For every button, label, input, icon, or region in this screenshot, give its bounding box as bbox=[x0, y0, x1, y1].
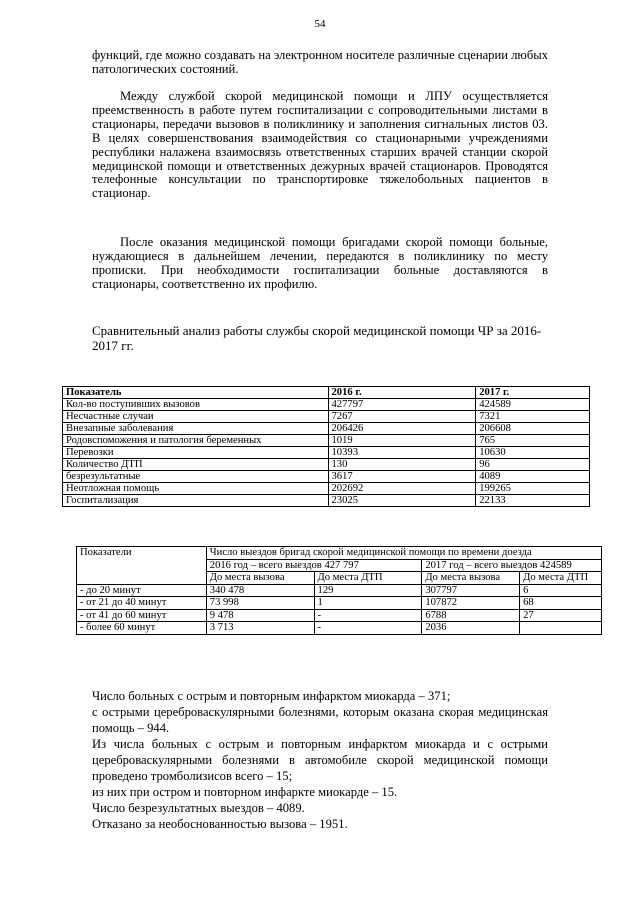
table-cell: Несчастные случаи bbox=[63, 411, 329, 423]
table-row bbox=[63, 447, 590, 459]
table-row bbox=[63, 435, 590, 447]
table-cell: безрезультатные bbox=[63, 471, 329, 483]
table-cell: 427797 bbox=[328, 399, 476, 411]
table-row bbox=[77, 609, 602, 622]
table-row bbox=[63, 471, 590, 483]
summary-line: Отказано за необоснованностью вызова – 1951. bbox=[92, 817, 348, 831]
paragraph-3: После оказания медицинской помощи бригадами скорой помощи больные, нуждающиеся в дальнейшем лечении, передаются в поликлинику по месту прописки. При необходимости госпитализации больные доставляются в стационары, соответственно их профилю. bbox=[92, 235, 548, 291]
table-cell: 22133 bbox=[476, 495, 590, 507]
table-cell: 3617 bbox=[328, 471, 476, 483]
table-cell: 130 bbox=[328, 459, 476, 471]
subheader-dtp-2016: До места ДТП bbox=[314, 572, 422, 585]
table-cell: 6788 bbox=[422, 609, 520, 622]
page-number: 54 bbox=[314, 18, 326, 30]
table-heading: Сравнительный анализ работы службы скорой медицинской помощи ЧР за 2016-2017 гг. bbox=[92, 323, 542, 353]
table-row bbox=[63, 399, 590, 411]
paragraph-2: Между службой скорой медицинской помощи и ЛПУ осуществляется преемственность в работе путем госпитализации с сопроводительными листами в стационары, передачи вызовов в поликлинику и заполнения сигнальных листов 03. В целях совершенствования взаимодействия со стационарными учреждениями республики налажена взаимосвязь ответственных старших врачей станции скорой медицинской помощи и ответственных дежурных врачей стационаров. Проводятся телефонные консультации по транспортировке тяжелобольных пациентов в стационар. bbox=[92, 89, 548, 201]
table-row bbox=[63, 483, 590, 495]
table-cell: 7267 bbox=[328, 411, 476, 423]
table-cell: 6 bbox=[520, 584, 602, 597]
table-cell: 424589 bbox=[476, 399, 590, 411]
table-cell: 199265 bbox=[476, 483, 590, 495]
table-cell: 3 713 bbox=[206, 622, 314, 635]
table-cell: 129 bbox=[314, 584, 422, 597]
table-row bbox=[63, 459, 590, 471]
table-cell bbox=[520, 622, 602, 635]
subheader-dtp-2017: До места ДТП bbox=[520, 572, 602, 585]
table-cell: 2036 bbox=[422, 622, 520, 635]
summary-line: с острыми цереброваскулярными болезнями, которым оказана скорая медицинская помощь – 944. bbox=[92, 705, 548, 735]
table-cell: Госпитализация bbox=[63, 495, 329, 507]
year-2016-header: 2016 год – всего выездов 427 797 bbox=[206, 559, 422, 572]
header-indicator: Показатель bbox=[63, 387, 329, 399]
table-cell: 4089 bbox=[476, 471, 590, 483]
table-row bbox=[63, 495, 590, 507]
table-cell: 340 478 bbox=[206, 584, 314, 597]
table-cell: 68 bbox=[520, 597, 602, 610]
comparison-table bbox=[62, 386, 590, 507]
table-cell: 307797 bbox=[422, 584, 520, 597]
table-cell: 206426 bbox=[328, 423, 476, 435]
summary-line: Число больных с острым и повторным инфарктом миокарда – 371; bbox=[92, 689, 451, 703]
table-cell: 1019 bbox=[328, 435, 476, 447]
table-cell: 10393 bbox=[328, 447, 476, 459]
header-2016: 2016 г. bbox=[328, 387, 476, 399]
table-cell: - bbox=[314, 622, 422, 635]
table-cell: - до 20 минут bbox=[77, 584, 207, 597]
table-cell: Внезапные заболевания bbox=[63, 423, 329, 435]
table-cell: 206608 bbox=[476, 423, 590, 435]
table-header-row bbox=[63, 387, 590, 399]
paragraph-1: функций, где можно создавать на электронном носителе различные сценарии любых патологических состояний. bbox=[92, 48, 548, 76]
table-cell: 96 bbox=[476, 459, 590, 471]
subheader-call-2016: До места вызова bbox=[206, 572, 314, 585]
table-row bbox=[63, 411, 590, 423]
summary-block bbox=[92, 688, 548, 832]
table-cell: 23025 bbox=[328, 495, 476, 507]
table-cell: 27 bbox=[520, 609, 602, 622]
group-header: Число выездов бригад скорой медицинской помощи по времени доезда bbox=[206, 547, 601, 560]
summary-line: Число безрезультатных выездов – 4089. bbox=[92, 801, 305, 815]
table-cell: Неотложная помощь bbox=[63, 483, 329, 495]
table-cell: 765 bbox=[476, 435, 590, 447]
table-cell: Кол-во поступивших вызовов bbox=[63, 399, 329, 411]
table-cell: - bbox=[314, 609, 422, 622]
header-2017: 2017 г. bbox=[476, 387, 590, 399]
table-cell: - более 60 минут bbox=[77, 622, 207, 635]
table-cell: 7321 bbox=[476, 411, 590, 423]
table-row bbox=[77, 597, 602, 610]
table-cell: - от 21 до 40 минут bbox=[77, 597, 207, 610]
subheader-call-2017: До места вызова bbox=[422, 572, 520, 585]
table-cell: Родовспоможения и патология беременных bbox=[63, 435, 329, 447]
table-cell: 73 998 bbox=[206, 597, 314, 610]
table-row bbox=[77, 584, 602, 597]
table-row bbox=[63, 423, 590, 435]
table-row bbox=[77, 622, 602, 635]
table-cell: Количество ДТП bbox=[63, 459, 329, 471]
table-cell: 10630 bbox=[476, 447, 590, 459]
summary-line: из них при остром и повторном инфаркте миокарде – 15. bbox=[92, 785, 398, 799]
table-cell: Перевозки bbox=[63, 447, 329, 459]
arrival-time-table bbox=[76, 546, 602, 635]
indicators-header: Показатели bbox=[77, 547, 207, 585]
table-cell: 107872 bbox=[422, 597, 520, 610]
year-2017-header: 2017 год – всего выездов 424589 bbox=[422, 559, 602, 572]
table-cell: 1 bbox=[314, 597, 422, 610]
table-cell: 9 478 bbox=[206, 609, 314, 622]
summary-line: Из числа больных с острым и повторным инфарктом миокарда и с острыми цереброваскулярными болезнями в автомобиле скорой медицинской помощи проведено тромболизисов всего – 15; bbox=[92, 737, 548, 783]
table-cell: - от 41 до 60 минут bbox=[77, 609, 207, 622]
table-cell: 202692 bbox=[328, 483, 476, 495]
